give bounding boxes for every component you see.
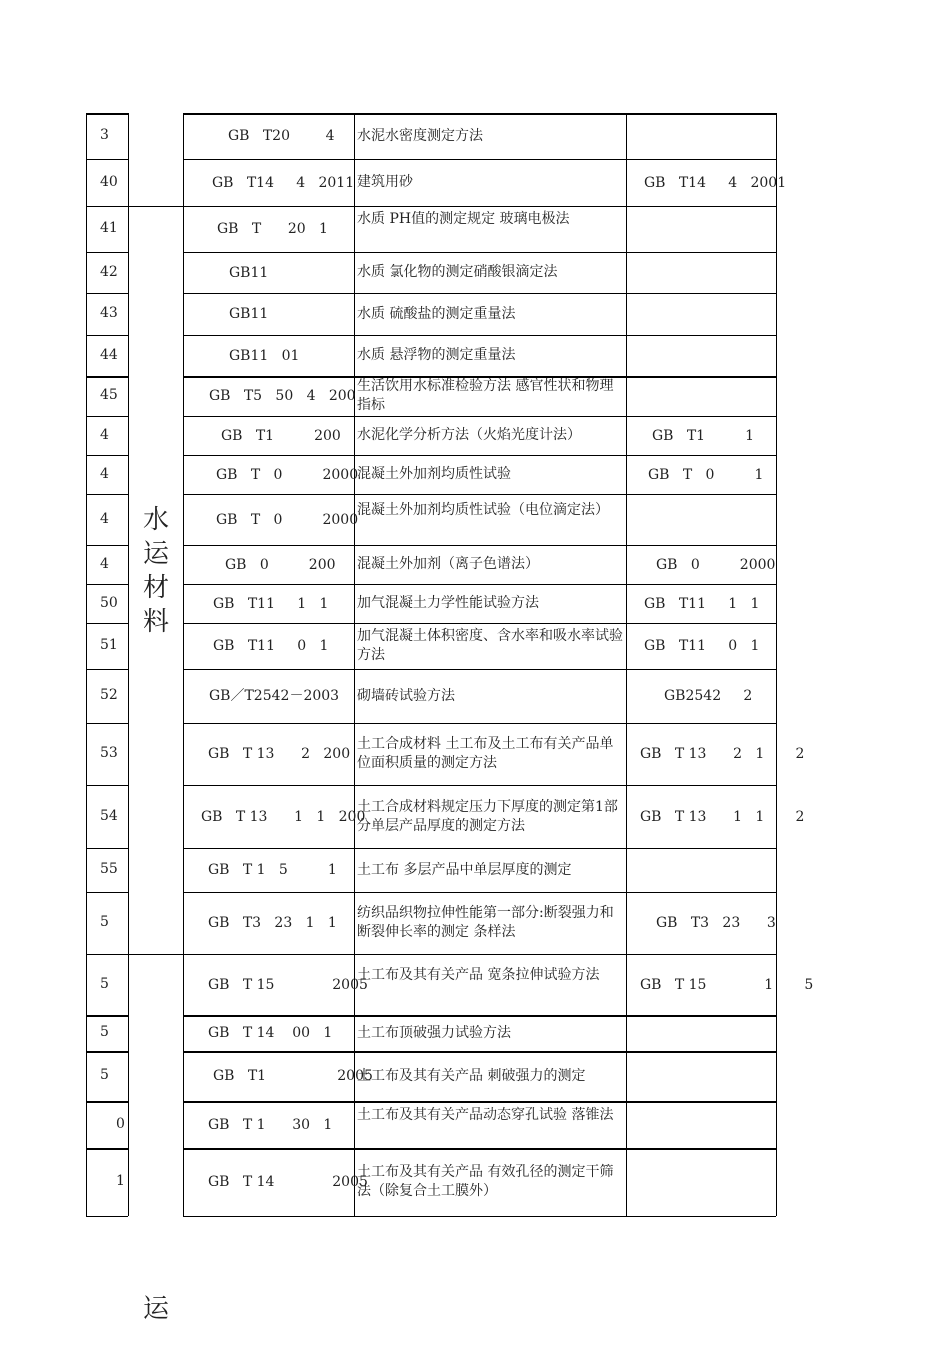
superseded-code: GB T14 4 2001 xyxy=(644,174,787,191)
superseded-code: GB T 15 1 5 xyxy=(640,976,814,993)
row-number: 43 xyxy=(100,305,118,321)
standard-name: 加气混凝土体积密度、含水率和吸水率试验方法 xyxy=(357,628,623,663)
standard-name: 砌墙砖试验方法 xyxy=(357,687,455,704)
row-rule xyxy=(86,376,128,378)
category-char: 材 xyxy=(142,573,169,603)
row-number: 55 xyxy=(100,861,118,877)
superseded-code: GB T11 1 1 xyxy=(644,595,760,612)
row-rule xyxy=(86,723,128,724)
standard-code: GB T 0 2000 xyxy=(216,511,359,528)
row-number: 52 xyxy=(100,687,118,703)
standard-code: GB T 15 2005 xyxy=(208,976,368,993)
row-number: 40 xyxy=(100,173,118,190)
row-rule xyxy=(86,252,128,253)
standard-code: GB T 20 1 xyxy=(217,221,328,237)
column-rule xyxy=(86,113,87,1216)
row-rule xyxy=(183,1051,776,1053)
superseded-code: GB T1 1 xyxy=(652,427,755,444)
row-rule xyxy=(86,848,128,849)
row-number: 0 xyxy=(116,1115,125,1132)
row-rule xyxy=(183,455,776,456)
standard-code: GB T11 0 1 xyxy=(213,638,329,654)
column-rule xyxy=(183,113,184,1216)
footer-category-char: 运 xyxy=(142,1294,169,1324)
superseded-code: GB T3 23 3 xyxy=(656,915,776,931)
standard-name: 土工布及其有关产品 刺破强力的测定 xyxy=(357,1067,586,1084)
row-rule xyxy=(86,1216,128,1217)
standard-name: 土工布 多层产品中单层厚度的测定 xyxy=(357,861,572,878)
row-number: 42 xyxy=(100,263,118,280)
row-rule xyxy=(183,1148,776,1150)
row-rule xyxy=(86,1101,128,1103)
standard-name: 混凝土外加剂均质性试验 xyxy=(357,466,511,482)
row-rule xyxy=(183,293,776,294)
standard-name: 水泥水密度测定方法 xyxy=(357,127,483,144)
standard-name: 混凝土外加剂（离子色谱法） xyxy=(357,556,539,572)
standard-code: GB T 13 2 200 xyxy=(208,746,351,762)
standard-name: 加气混凝土力学性能试验方法 xyxy=(357,595,539,611)
standard-name: 纺织品织物拉伸性能第一部分:断裂强力和断裂伸长率的测定 条样法 xyxy=(357,905,614,940)
standard-name: 生活饮用水标准检验方法 感官性状和物理指标 xyxy=(357,378,614,413)
superseded-code: GB 0 2000 xyxy=(656,556,776,573)
column-rule xyxy=(776,113,777,1216)
standard-code: GB 0 200 xyxy=(225,556,336,573)
superseded-code: GB2542 2 xyxy=(664,688,753,704)
standard-code: GB T 14 2005 xyxy=(208,1174,368,1190)
row-rule xyxy=(86,892,128,893)
standard-name: 建筑用砂 xyxy=(357,174,413,190)
row-rule xyxy=(183,416,776,417)
row-rule xyxy=(86,159,128,160)
standard-code: GB T1 2005 xyxy=(213,1068,373,1084)
standard-name: 土工合成材料 土工布及土工布有关产品单位面积质量的测定方法 xyxy=(357,736,614,771)
standard-code: GB T11 1 1 xyxy=(213,595,329,612)
standard-name: 土工布及其有关产品 宽条拉伸试验方法 xyxy=(357,966,600,983)
row-rule xyxy=(183,623,776,624)
row-rule xyxy=(183,1015,776,1017)
row-rule xyxy=(86,1051,128,1053)
row-number: 44 xyxy=(100,346,118,363)
standard-code: GB T3 23 1 1 xyxy=(208,915,337,931)
row-rule xyxy=(86,455,128,456)
row-rule xyxy=(86,1148,128,1150)
row-rule xyxy=(86,785,128,786)
row-number: 45 xyxy=(100,387,118,403)
standard-code: GB T5 50 4 200 xyxy=(209,388,356,404)
row-number: 54 xyxy=(100,807,118,824)
row-rule xyxy=(86,1015,128,1017)
row-rule xyxy=(183,335,776,336)
standard-code: GB T 0 2000 xyxy=(216,466,359,483)
category-char: 运 xyxy=(142,539,169,569)
row-rule xyxy=(86,954,128,955)
category-char: 水 xyxy=(142,505,169,535)
superseded-code: GB T 0 1 xyxy=(648,466,764,483)
standard-code: GB T14 4 2011 xyxy=(212,174,355,191)
row-rule xyxy=(86,335,128,336)
standard-code: GB T1 200 xyxy=(221,427,341,444)
row-number: 1 xyxy=(116,1173,125,1189)
standard-code: GB11 xyxy=(229,306,269,322)
row-rule xyxy=(86,494,128,495)
row-number: 4 xyxy=(100,426,109,443)
row-number: 4 xyxy=(100,510,109,527)
row-rule xyxy=(86,669,128,670)
column-rule xyxy=(626,113,627,1216)
row-rule xyxy=(183,113,776,115)
row-rule xyxy=(86,623,128,624)
row-rule xyxy=(86,545,128,546)
standard-name: 水泥化学分析方法（火焰光度计法） xyxy=(357,427,581,443)
standard-name: 土工布顶破强力试验方法 xyxy=(357,1024,511,1041)
column-rule xyxy=(128,113,129,1216)
row-rule xyxy=(183,723,776,724)
superseded-code: GB T11 0 1 xyxy=(644,638,760,654)
standard-name: 土工合成材料规定压力下厚度的测定第1部分单层产品厚度的测定方法 xyxy=(357,798,618,834)
category-char: 料 xyxy=(142,607,169,637)
row-rule xyxy=(183,669,776,670)
standard-name: 水质 硫酸盐的测定重量法 xyxy=(357,305,516,322)
row-rule xyxy=(86,584,128,585)
standard-name: 水质 悬浮物的测定重量法 xyxy=(357,347,516,363)
standard-name: 水质 氯化物的测定硝酸银滴定法 xyxy=(357,264,558,280)
group-rule xyxy=(128,206,183,207)
row-rule xyxy=(183,785,776,786)
standard-code: GB T 13 1 1 200 xyxy=(201,808,366,825)
row-rule xyxy=(86,293,128,294)
row-number: 4 xyxy=(100,555,109,572)
standard-code: GB T 14 00 1 xyxy=(208,1025,333,1041)
row-number: 41 xyxy=(100,220,118,236)
row-number: 51 xyxy=(100,637,118,653)
row-rule xyxy=(183,892,776,893)
standard-name: 混凝土外加剂均质性试验（电位滴定法） xyxy=(357,501,609,518)
row-rule xyxy=(183,252,776,253)
standard-code: GB T20 4 xyxy=(228,128,335,144)
row-number: 50 xyxy=(100,594,118,611)
row-rule xyxy=(183,584,776,585)
standard-code: GB11 01 xyxy=(229,347,300,364)
row-number: 53 xyxy=(100,745,118,761)
superseded-code: GB T 13 1 1 2 xyxy=(640,808,805,825)
standard-name: 土工布及其有关产品动态穿孔试验 落锥法 xyxy=(357,1106,614,1123)
row-rule xyxy=(183,545,776,546)
row-number: 3 xyxy=(100,127,109,143)
standard-name: 水质 PH值的测定规定 玻璃电极法 xyxy=(357,211,570,227)
row-rule xyxy=(183,1216,776,1217)
row-rule xyxy=(86,416,128,417)
row-number: 5 xyxy=(100,1024,109,1040)
row-rule xyxy=(86,206,128,207)
row-rule xyxy=(183,494,776,495)
column-rule xyxy=(354,113,355,1216)
row-rule xyxy=(183,954,776,955)
row-number: 5 xyxy=(100,1067,109,1083)
row-rule xyxy=(183,848,776,849)
row-rule xyxy=(183,206,776,207)
category-label xyxy=(136,503,176,639)
row-rule xyxy=(183,1101,776,1103)
standard-code: GB T 1 30 1 xyxy=(208,1116,333,1133)
row-number: 4 xyxy=(100,465,109,482)
standard-code: GB／T2542－2003 xyxy=(209,688,340,704)
standard-code: GB T 1 5 1 xyxy=(208,862,337,878)
standard-code: GB11 xyxy=(229,264,269,281)
row-number: 5 xyxy=(100,914,109,930)
row-rule xyxy=(86,113,128,115)
row-rule xyxy=(183,159,776,160)
superseded-code: GB T 13 2 1 2 xyxy=(640,746,805,762)
row-number: 5 xyxy=(100,975,109,992)
group-rule xyxy=(128,954,183,955)
standard-name: 土工布及其有关产品 有效孔径的测定干筛法（除复合土工膜外） xyxy=(357,1164,614,1199)
